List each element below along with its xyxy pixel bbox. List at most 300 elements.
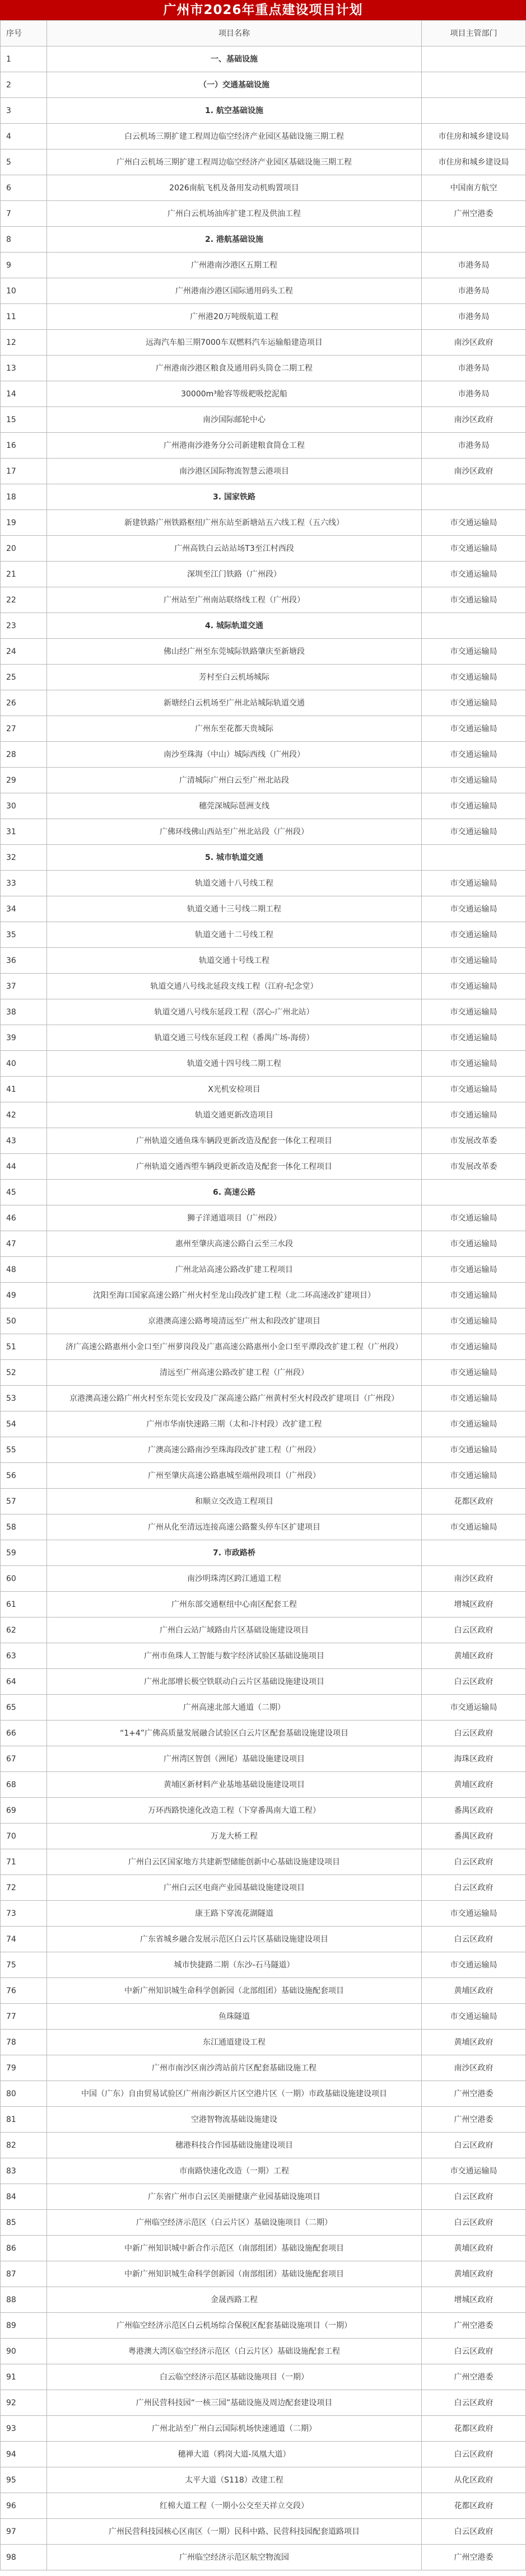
department xyxy=(422,98,526,124)
row-number: 40 xyxy=(1,1051,47,1077)
project-name: 一、基础设施 xyxy=(47,46,422,72)
department: 白云区政府 xyxy=(422,2133,526,2158)
department xyxy=(422,845,526,871)
project-name: 30000m³舱容等级耙吸挖泥船 xyxy=(47,381,422,407)
department: 市交通运输局 xyxy=(422,896,526,922)
row-number: 9 xyxy=(1,253,47,278)
row-number: 95 xyxy=(1,2467,47,2493)
department: 黄埔区政府 xyxy=(422,1772,526,1798)
table-row xyxy=(1,562,526,587)
table-row xyxy=(1,793,526,819)
table-row xyxy=(1,2390,526,2416)
project-name: 轨道交通十四号线二期工程 xyxy=(47,1051,422,1077)
department: 市交通运输局 xyxy=(422,1360,526,1386)
table-row xyxy=(1,201,526,227)
section-row xyxy=(1,484,526,510)
project-name: 广州轨道交通鱼珠车辆段更新改造及配套一体化工程项目 xyxy=(47,1128,422,1154)
project-name: 轨道交通十号线工程 xyxy=(47,948,422,974)
row-number: 58 xyxy=(1,1514,47,1540)
table-row xyxy=(1,1978,526,2004)
table-row xyxy=(1,999,526,1025)
project-name: 粤港澳大湾区临空经济示范区（白云片区）基础设施配套工程 xyxy=(47,2339,422,2364)
row-number: 71 xyxy=(1,1849,47,1875)
row-number: 59 xyxy=(1,1540,47,1566)
row-number: 12 xyxy=(1,330,47,356)
department: 市交通运输局 xyxy=(422,1283,526,1308)
project-name: 穗莞深城际琶洲支线 xyxy=(47,793,422,819)
table-row xyxy=(1,1283,526,1308)
table-row xyxy=(1,665,526,690)
table-row xyxy=(1,948,526,974)
row-number: 2 xyxy=(1,72,47,98)
department: 广州空港委 xyxy=(422,2545,526,2570)
department: 市交通运输局 xyxy=(422,1257,526,1283)
project-name: 广州高铁白云站站场T3至江村西段 xyxy=(47,536,422,562)
section-row xyxy=(1,845,526,871)
table-row xyxy=(1,356,526,381)
project-name: 广州市南沙区南沙湾站前片区配套基础设施工程 xyxy=(47,2055,422,2081)
table-row xyxy=(1,1514,526,1540)
row-number: 41 xyxy=(1,1077,47,1102)
row-number: 43 xyxy=(1,1128,47,1154)
row-number: 27 xyxy=(1,716,47,742)
project-name: 广州市华南快速路三期（太和-汴村段）改扩建工程 xyxy=(47,1411,422,1437)
table-row xyxy=(1,1154,526,1180)
column-header-number: 序号 xyxy=(1,21,47,46)
department: 从化区政府 xyxy=(422,2467,526,2493)
table-row xyxy=(1,459,526,484)
project-name: 广州东至花都天贵城际 xyxy=(47,716,422,742)
project-name: 中国（广东）自由贸易试验区广州南沙新区片区空港片区（一期）市政基础设施建设项目 xyxy=(47,2081,422,2107)
table-row xyxy=(1,381,526,407)
section-row xyxy=(1,227,526,253)
project-name: 万龙大桥工程 xyxy=(47,1824,422,1849)
table-row xyxy=(1,330,526,356)
department: 白云区政府 xyxy=(422,1669,526,1695)
project-name: 广东省城乡融合发展示范区白云片区基础设施建设项目 xyxy=(47,1927,422,1952)
row-number: 90 xyxy=(1,2339,47,2364)
department: 白云区政府 xyxy=(422,2390,526,2416)
row-number: 42 xyxy=(1,1102,47,1128)
row-number: 35 xyxy=(1,922,47,948)
row-number: 33 xyxy=(1,871,47,896)
table-row xyxy=(1,1463,526,1489)
row-number: 26 xyxy=(1,690,47,716)
project-name: 南沙港区国际物流智慧云港项目 xyxy=(47,459,422,484)
department: 市交通运输局 xyxy=(422,948,526,974)
row-number: 44 xyxy=(1,1154,47,1180)
department: 市交通运输局 xyxy=(422,768,526,793)
department: 白云区政府 xyxy=(422,2184,526,2210)
table-row xyxy=(1,2313,526,2339)
project-name: 东江通道建设工程 xyxy=(47,2030,422,2055)
column-header-project-name: 项目名称 xyxy=(47,21,422,46)
project-name: 广州白云机场油库扩建工程及供油工程 xyxy=(47,201,422,227)
section-row xyxy=(1,72,526,98)
department: 南沙区政府 xyxy=(422,407,526,433)
department: 市交通运输局 xyxy=(422,1231,526,1257)
department: 市交通运输局 xyxy=(422,639,526,665)
row-number: 47 xyxy=(1,1231,47,1257)
department: 市交通运输局 xyxy=(422,922,526,948)
table-row xyxy=(1,1102,526,1128)
section-row xyxy=(1,1180,526,1205)
project-name: 南沙国际邮轮中心 xyxy=(47,407,422,433)
department: 黄埔区政府 xyxy=(422,2261,526,2287)
department: 广州空港委 xyxy=(422,201,526,227)
department xyxy=(422,484,526,510)
department: 中国南方航空 xyxy=(422,175,526,201)
row-number: 22 xyxy=(1,587,47,613)
table-row xyxy=(1,304,526,330)
table-row xyxy=(1,639,526,665)
project-name: 穗禅大道（鸦岗大道-凤凰大道） xyxy=(47,2442,422,2467)
table-row xyxy=(1,1952,526,1978)
department: 花都区政府 xyxy=(422,2493,526,2519)
row-number: 45 xyxy=(1,1180,47,1205)
project-name: 京港澳高速公路广州火村至东莞长安段及广深高速公路广州黄村至火村段改扩建项目（广州段） xyxy=(47,1386,422,1411)
project-name: 狮子洋通道项目（广州段） xyxy=(47,1205,422,1231)
table-row xyxy=(1,1437,526,1463)
row-number: 54 xyxy=(1,1411,47,1437)
project-name: 3. 国家铁路 xyxy=(47,484,422,510)
table-row xyxy=(1,768,526,793)
table-row xyxy=(1,2158,526,2184)
table-row xyxy=(1,1772,526,1798)
project-name: 芳村至白云机场城际 xyxy=(47,665,422,690)
project-name: 广州民营科技园“一核三园”基础设施及周边配套建设项目 xyxy=(47,2390,422,2416)
row-number: 91 xyxy=(1,2364,47,2390)
department: 海珠区政府 xyxy=(422,1746,526,1772)
project-name: 中新广州知识城生命科学创新园（北部组团）基础设施配套项目 xyxy=(47,1978,422,2004)
project-name: 市南路快速化改造（一期）工程 xyxy=(47,2158,422,2184)
table-row xyxy=(1,2287,526,2313)
project-name: 广州港南沙港区五期工程 xyxy=(47,253,422,278)
department xyxy=(422,46,526,72)
row-number: 28 xyxy=(1,742,47,768)
table-row xyxy=(1,2545,526,2570)
table-row xyxy=(1,1566,526,1592)
table-row xyxy=(1,2416,526,2442)
row-number: 16 xyxy=(1,433,47,459)
project-name: 新塘经白云机场至广州北站城际轨道交通 xyxy=(47,690,422,716)
table-header-row xyxy=(1,21,526,46)
department xyxy=(422,613,526,639)
project-name: 广州港南沙港区粮食及通用码头筒仓二期工程 xyxy=(47,356,422,381)
table-row xyxy=(1,1721,526,1746)
project-name: 广州高速北部大通道（二期） xyxy=(47,1695,422,1721)
row-number: 93 xyxy=(1,2416,47,2442)
row-number: 11 xyxy=(1,304,47,330)
department: 市交通运输局 xyxy=(422,742,526,768)
project-name: 7. 市政路桥 xyxy=(47,1540,422,1566)
department xyxy=(422,72,526,98)
row-number: 77 xyxy=(1,2004,47,2030)
table-row xyxy=(1,2339,526,2364)
department: 市交通运输局 xyxy=(422,1437,526,1463)
department: 市交通运输局 xyxy=(422,562,526,587)
table-row xyxy=(1,536,526,562)
project-name: 轨道交通十八号线工程 xyxy=(47,871,422,896)
table-row xyxy=(1,1051,526,1077)
project-name: 广州临空经济示范区白云机场综合保税区配套基础设施项目（一期） xyxy=(47,2313,422,2339)
department: 市住房和城乡建设局 xyxy=(422,124,526,149)
department: 南沙区政府 xyxy=(422,1566,526,1592)
project-name: 广州站至广州南站联络线工程（广州段） xyxy=(47,587,422,613)
row-number: 4 xyxy=(1,124,47,149)
department: 白云区政府 xyxy=(422,1721,526,1746)
row-number: 69 xyxy=(1,1798,47,1824)
project-name: 红棉大道工程（一期小公交至天祥立交段） xyxy=(47,2493,422,2519)
department: 市交通运输局 xyxy=(422,2004,526,2030)
row-number: 83 xyxy=(1,2158,47,2184)
row-number: 46 xyxy=(1,1205,47,1231)
department: 市交通运输局 xyxy=(422,974,526,999)
project-name: 广州港南沙港务分公司新建粮食筒仓工程 xyxy=(47,433,422,459)
row-number: 7 xyxy=(1,201,47,227)
table-row xyxy=(1,2133,526,2158)
project-name: 广州港南沙港区国际通用码头工程 xyxy=(47,278,422,304)
department: 市交通运输局 xyxy=(422,1334,526,1360)
department: 市交通运输局 xyxy=(422,1901,526,1927)
row-number: 53 xyxy=(1,1386,47,1411)
department: 增城区政府 xyxy=(422,2287,526,2313)
row-number: 36 xyxy=(1,948,47,974)
table-row xyxy=(1,1334,526,1360)
table-row xyxy=(1,1128,526,1154)
table-row xyxy=(1,253,526,278)
department: 广州空港委 xyxy=(422,2364,526,2390)
table-row xyxy=(1,587,526,613)
table-row xyxy=(1,2467,526,2493)
table-row xyxy=(1,871,526,896)
project-name: 京港澳高速公路粤境清远至广州太和段改扩建项目 xyxy=(47,1308,422,1334)
department: 白云区政府 xyxy=(422,2210,526,2236)
row-number: 73 xyxy=(1,1901,47,1927)
department: 番禺区政府 xyxy=(422,1824,526,1849)
table-row xyxy=(1,742,526,768)
row-number: 13 xyxy=(1,356,47,381)
department: 增城区政府 xyxy=(422,1592,526,1617)
section-row xyxy=(1,1540,526,1566)
project-name: 轨道交通十三号线二期工程 xyxy=(47,896,422,922)
table-row xyxy=(1,407,526,433)
table-row xyxy=(1,1411,526,1437)
row-number: 81 xyxy=(1,2107,47,2133)
row-number: 18 xyxy=(1,484,47,510)
table-row xyxy=(1,974,526,999)
table-row xyxy=(1,1746,526,1772)
table-row xyxy=(1,149,526,175)
project-name: 中新广州知识城中新合作示范区（南部组团）基础设施配套项目 xyxy=(47,2236,422,2261)
row-number: 49 xyxy=(1,1283,47,1308)
table-row xyxy=(1,1308,526,1334)
project-name: X光机安检项目 xyxy=(47,1077,422,1102)
row-number: 48 xyxy=(1,1257,47,1283)
project-name: 广州白云区国家地方共建新型储能创新中心基础设施建设项目 xyxy=(47,1849,422,1875)
department: 黄埔区政府 xyxy=(422,2236,526,2261)
project-name: 惠州至肇庆高速公路白云至三水段 xyxy=(47,1231,422,1257)
row-number: 29 xyxy=(1,768,47,793)
project-name: 广州港20万吨级航道工程 xyxy=(47,304,422,330)
project-name: 广东省广州市白云区美丽健康产业园基础设施项目 xyxy=(47,2184,422,2210)
department: 市交通运输局 xyxy=(422,999,526,1025)
department: 市交通运输局 xyxy=(422,793,526,819)
project-name: 轨道交通更新改造项目 xyxy=(47,1102,422,1128)
department: 花都区政府 xyxy=(422,2416,526,2442)
project-name: 广州临空经济示范区（白云片区）基础设施项目（二期） xyxy=(47,2210,422,2236)
project-name: 广州民营科技园核心区南区（一期）民科中路、民营科技园配套道路项目 xyxy=(47,2519,422,2545)
row-number: 76 xyxy=(1,1978,47,2004)
row-number: 3 xyxy=(1,98,47,124)
department: 白云区政府 xyxy=(422,1927,526,1952)
table-row xyxy=(1,2055,526,2081)
table-row xyxy=(1,2081,526,2107)
project-name: 4. 城际轨道交通 xyxy=(47,613,422,639)
project-name: 1. 航空基础设施 xyxy=(47,98,422,124)
project-name: （一）交通基础设施 xyxy=(47,72,422,98)
table-row xyxy=(1,1824,526,1849)
table-row xyxy=(1,1386,526,1411)
table-row xyxy=(1,2364,526,2390)
table-row xyxy=(1,2107,526,2133)
row-number: 86 xyxy=(1,2236,47,2261)
table-row xyxy=(1,2519,526,2545)
department: 南沙区政府 xyxy=(422,2055,526,2081)
project-name: 5. 城市轨道交通 xyxy=(47,845,422,871)
row-number: 62 xyxy=(1,1617,47,1643)
section-row xyxy=(1,46,526,72)
table-row xyxy=(1,1695,526,1721)
department: 白云区政府 xyxy=(422,1875,526,1901)
table-row xyxy=(1,2493,526,2519)
table-row xyxy=(1,1849,526,1875)
table-row xyxy=(1,716,526,742)
department: 广州空港委 xyxy=(422,2313,526,2339)
table-row xyxy=(1,1592,526,1617)
table-row xyxy=(1,124,526,149)
department: 市交通运输局 xyxy=(422,2158,526,2184)
row-number: 20 xyxy=(1,536,47,562)
project-name: 广州白云机场三期扩建工程周边临空经济产业园区基础设施三期工程 xyxy=(47,149,422,175)
row-number: 64 xyxy=(1,1669,47,1695)
department: 黄埔区政府 xyxy=(422,1643,526,1669)
project-name: 深圳至江门铁路（广州段） xyxy=(47,562,422,587)
table-row xyxy=(1,175,526,201)
row-number: 25 xyxy=(1,665,47,690)
department: 市交通运输局 xyxy=(422,1102,526,1128)
department: 市交通运输局 xyxy=(422,1463,526,1489)
department: 花都区政府 xyxy=(422,1489,526,1514)
project-name: 广州市鱼珠人工智能与数字经济试验区基础设施项目 xyxy=(47,1643,422,1669)
row-number: 89 xyxy=(1,2313,47,2339)
row-number: 56 xyxy=(1,1463,47,1489)
section-row xyxy=(1,613,526,639)
department: 白云区政府 xyxy=(422,2442,526,2467)
table-row xyxy=(1,1643,526,1669)
department: 市交通运输局 xyxy=(422,587,526,613)
department: 市住房和城乡建设局 xyxy=(422,149,526,175)
department: 市交通运输局 xyxy=(422,1695,526,1721)
project-name: 2026南航飞机及备用发动机购置项目 xyxy=(47,175,422,201)
row-number: 87 xyxy=(1,2261,47,2287)
document-title: 广州市2026年重点建设项目计划 xyxy=(0,0,526,20)
project-name: 空港智物流基础设施建设 xyxy=(47,2107,422,2133)
project-name: 康王路下穿流花湖隧道 xyxy=(47,1901,422,1927)
row-number: 92 xyxy=(1,2390,47,2416)
project-name: 万环西路快速化改造工程（下穿番禺南大道工程） xyxy=(47,1798,422,1824)
row-number: 32 xyxy=(1,845,47,871)
row-number: 8 xyxy=(1,227,47,253)
section-row xyxy=(1,98,526,124)
project-name: 穗港科技合作园基础设施建设项目 xyxy=(47,2133,422,2158)
row-number: 88 xyxy=(1,2287,47,2313)
table-row xyxy=(1,278,526,304)
department: 市港务局 xyxy=(422,433,526,459)
row-number: 97 xyxy=(1,2519,47,2545)
row-number: 14 xyxy=(1,381,47,407)
table-row xyxy=(1,2004,526,2030)
project-name: 广州北部增长极空铁联动白云片区基础设施建设项目 xyxy=(47,1669,422,1695)
project-name: 广州轨道交通西塱车辆段更新改造及配套一体化工程项目 xyxy=(47,1154,422,1180)
row-number: 67 xyxy=(1,1746,47,1772)
row-number: 66 xyxy=(1,1721,47,1746)
project-name: 太平大道（S118）改建工程 xyxy=(47,2467,422,2493)
project-name: 广清城际广州白云至广州北站段 xyxy=(47,768,422,793)
row-number: 78 xyxy=(1,2030,47,2055)
row-number: 31 xyxy=(1,819,47,845)
project-name: 轨道交通八号线东延段工程（滘心-广州北站） xyxy=(47,999,422,1025)
row-number: 79 xyxy=(1,2055,47,2081)
project-name: 轨道交通十二号线工程 xyxy=(47,922,422,948)
row-number: 38 xyxy=(1,999,47,1025)
project-name: 白云临空经济示范区基础设施项目（一期） xyxy=(47,2364,422,2390)
row-number: 75 xyxy=(1,1952,47,1978)
project-name: 2. 港航基础设施 xyxy=(47,227,422,253)
department xyxy=(422,1540,526,1566)
table-row xyxy=(1,819,526,845)
department: 市港务局 xyxy=(422,356,526,381)
table-row xyxy=(1,1360,526,1386)
department: 广州空港委 xyxy=(422,2081,526,2107)
row-number: 70 xyxy=(1,1824,47,1849)
department xyxy=(422,1180,526,1205)
department: 番禺区政府 xyxy=(422,1798,526,1824)
row-number: 30 xyxy=(1,793,47,819)
row-number: 21 xyxy=(1,562,47,587)
project-name: 黄埔区新材料产业基地基础设施建设项目 xyxy=(47,1772,422,1798)
table-row xyxy=(1,1875,526,1901)
project-name: 广州东部交通枢纽中心南区配套工程 xyxy=(47,1592,422,1617)
project-name: 白云机场三期扩建工程周边临空经济产业园区基础设施三期工程 xyxy=(47,124,422,149)
row-number: 6 xyxy=(1,175,47,201)
table-row xyxy=(1,896,526,922)
project-table xyxy=(0,20,526,2570)
project-name: 金晟西路工程 xyxy=(47,2287,422,2313)
project-name: 新建铁路广州铁路枢纽广州东站至新塘站五六线工程（五六线） xyxy=(47,510,422,536)
table-row xyxy=(1,1231,526,1257)
project-name: “1+4”广佛高质量发展融合试验区白云片区配套基础设施建设项目 xyxy=(47,1721,422,1746)
table-row xyxy=(1,2442,526,2467)
table-row xyxy=(1,1617,526,1643)
department: 市交通运输局 xyxy=(422,665,526,690)
row-number: 37 xyxy=(1,974,47,999)
department: 市交通运输局 xyxy=(422,1411,526,1437)
row-number: 82 xyxy=(1,2133,47,2158)
department: 市港务局 xyxy=(422,253,526,278)
project-name: 广州临空经济示范区航空物流园 xyxy=(47,2545,422,2570)
department: 市港务局 xyxy=(422,381,526,407)
